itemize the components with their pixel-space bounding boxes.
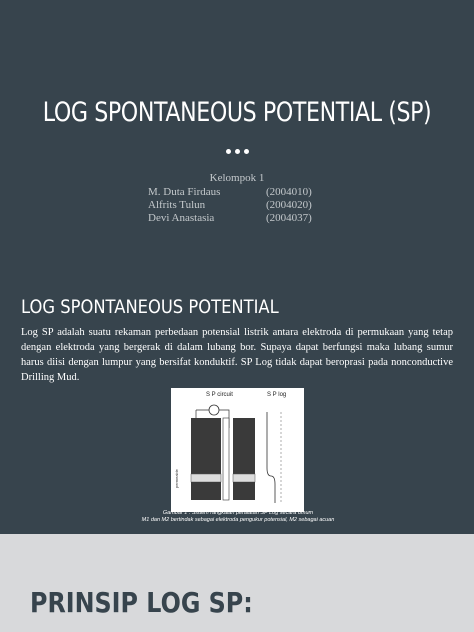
slide-title: LOG SPONTANEOUS POTENTIAL (SP) <box>42 97 432 128</box>
member-row <box>148 199 348 211</box>
member-name: M. Duta Firdaus <box>148 186 221 198</box>
figure-label-left: S P circuit <box>206 392 233 398</box>
figure-label-right: S P log <box>267 392 287 398</box>
section-title: LOG SPONTANEOUS POTENTIAL <box>21 296 279 318</box>
member-row <box>148 212 348 224</box>
member-row <box>148 186 348 198</box>
member-nim: (2004020) <box>266 199 312 211</box>
member-nim: (2004037) <box>266 212 312 224</box>
body-paragraph: Log SP adalah suatu rekaman perbedaan potensial listrik antara elektroda di permukaan yang tetap dengan elektroda yang bergerak di dalam lubang bor. Supaya dapat berfungsi maka lubang sumur harus diisi dengan lumpur yang bersifat konduktif. SP Log tidak dapat beroprasi pada nonconductive Drilling Mud. <box>21 327 453 383</box>
svg-text:permeable: permeable <box>174 469 179 488</box>
sp-circuit-figure <box>171 388 304 512</box>
next-slide-title: PRINSIP LOG SP: <box>30 586 253 619</box>
ellipsis-decoration <box>0 141 474 159</box>
member-name: Devi Anastasia <box>148 212 215 224</box>
caption-line: Gambar 1 . Sistem rangkaian peralatan SP Log secara umum <box>162 510 314 516</box>
sp-diagram-image <box>171 388 304 512</box>
title-slide <box>0 0 474 276</box>
member-nim: (2004010) <box>266 186 312 198</box>
caption-line: M1 dan M2 bertindak sebagai elektroda pengukur potensial, M2 sebagai acuan <box>141 517 335 523</box>
member-name: Alfrits Tulun <box>148 199 206 211</box>
group-label: Kelompok 1 <box>209 172 265 184</box>
figure-caption <box>130 510 346 524</box>
